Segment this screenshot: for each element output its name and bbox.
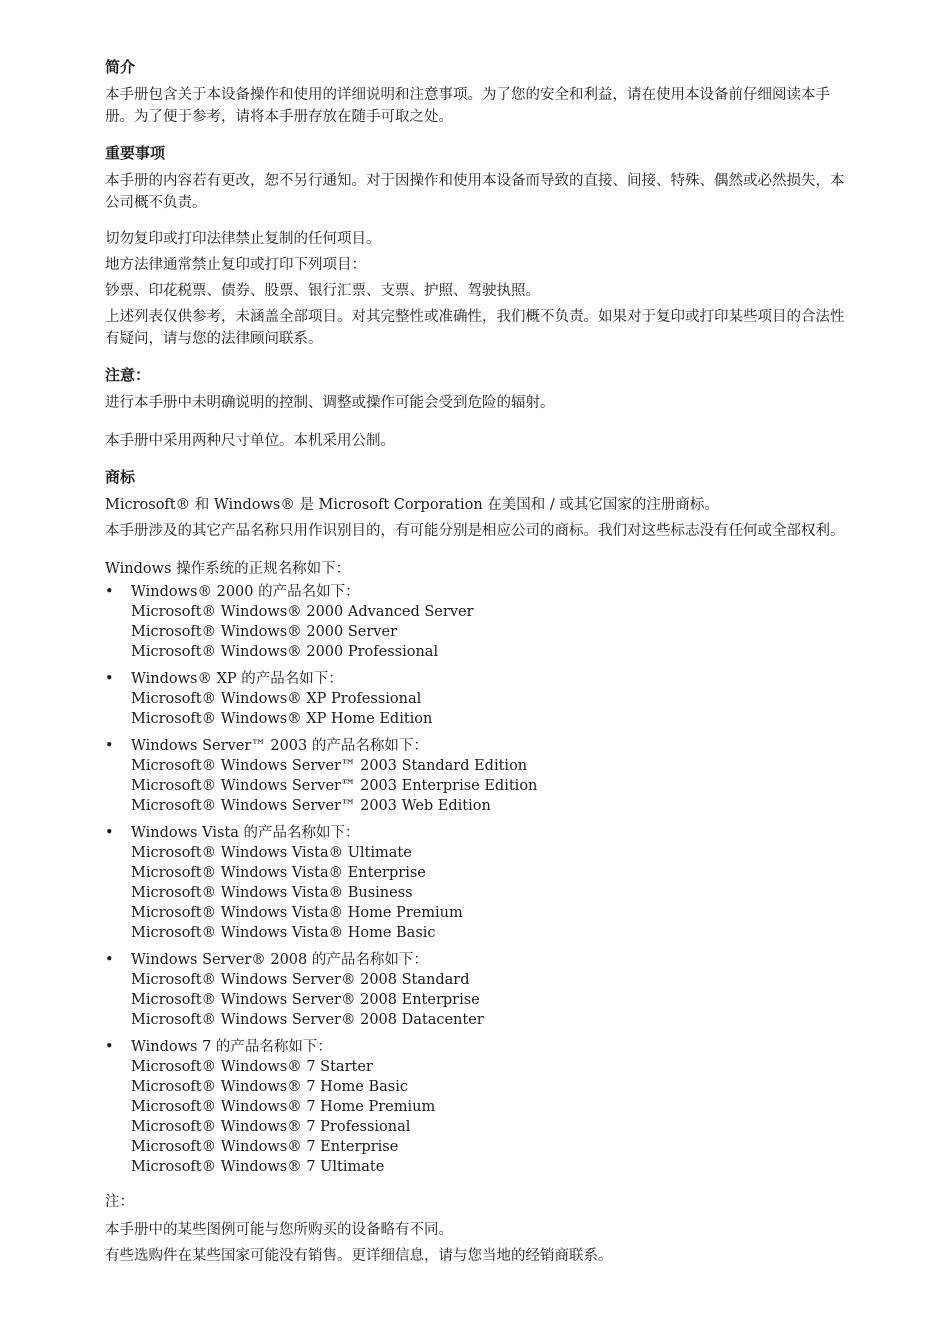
product-name: Microsoft® Windows Vista® Home Basic xyxy=(131,925,436,941)
product-name: Microsoft® Windows® 7 Home Premium xyxy=(131,1099,436,1115)
trademarks-p2: 本手册涉及的其它产品名称只用作识别目的，有可能分别是相应公司的商标。我们对这些标志没有任何或全部权利。 xyxy=(105,523,845,539)
product-name: Microsoft® Windows® 7 Starter xyxy=(131,1059,373,1075)
important-p4: 钞票、印花税票、债券、股票、银行汇票、支票、护照、驾驶执照。 xyxy=(105,283,540,299)
product-name: Microsoft® Windows Server™ 2003 Enterprise Edition xyxy=(131,778,538,794)
notes-p1: 本手册中的某些图例可能与您所购买的设备略有不同。 xyxy=(105,1222,453,1238)
important-p3: 地方法律通常禁止复印或打印下列项目： xyxy=(105,257,366,273)
caution-section xyxy=(105,364,850,452)
list-item xyxy=(105,823,850,943)
notes-p2: 有些选购件在某些国家可能没有销售。更详细信息，请与您当地的经销商联系。 xyxy=(105,1248,613,1264)
caution-heading: 注意： xyxy=(105,366,151,384)
product-name: Microsoft® Windows Vista® Business xyxy=(131,885,413,901)
product-name: Microsoft® Windows Server™ 2003 Standard Edition xyxy=(131,758,528,774)
caution-p2: 本手册中采用两种尺寸单位。本机采用公制。 xyxy=(105,433,395,449)
product-name: Microsoft® Windows® 2000 Advanced Server xyxy=(131,604,474,620)
product-name: Microsoft® Windows Vista® Enterprise xyxy=(131,865,426,881)
product-name: Microsoft® Windows® 7 Enterprise xyxy=(131,1139,399,1155)
product-name: Microsoft® Windows® 2000 Professional xyxy=(131,644,439,660)
list-item xyxy=(105,736,850,816)
product-group-title: • Windows Server™ 2003 的产品名称如下： xyxy=(131,738,428,754)
list-item xyxy=(105,669,850,729)
intro-section xyxy=(105,56,850,128)
product-name: Microsoft® Windows Server™ 2003 Web Edition xyxy=(131,798,491,814)
important-p2: 切勿复印或打印法律禁止复制的任何项目。 xyxy=(105,231,381,247)
list-item xyxy=(105,1037,850,1177)
notes-heading: 注： xyxy=(105,1194,134,1210)
product-group-title: • Windows 7 的产品名称如下： xyxy=(131,1039,332,1055)
list-item xyxy=(105,950,850,1030)
product-group-title: • Windows Server® 2008 的产品名称如下： xyxy=(131,952,428,968)
product-name: Microsoft® Windows Vista® Home Premium xyxy=(131,905,463,921)
product-name: Microsoft® Windows Server® 2008 Standard xyxy=(131,972,470,988)
caution-p1: 进行本手册中未明确说明的控制、调整或操作可能会受到危险的辐射。 xyxy=(105,395,555,411)
windows-product-list xyxy=(105,582,850,1177)
manual-page xyxy=(105,56,850,1281)
product-group-title: • Windows® 2000 的产品名如下： xyxy=(131,584,360,600)
product-name: Microsoft® Windows® XP Home Edition xyxy=(131,711,433,727)
trademarks-heading: 商标 xyxy=(105,468,136,486)
intro-text: 本手册包含关于本设备操作和使用的详细说明和注意事项。为了您的安全和利益，请在使用本设备前仔细阅读本手册。为了便于参考，请将本手册存放在随手可取之处。 xyxy=(105,87,830,125)
product-name: Microsoft® Windows® 7 Professional xyxy=(131,1119,411,1135)
trademarks-p1: Microsoft® 和 Windows® 是 Microsoft Corporation 在美国和 / 或其它国家的注册商标。 xyxy=(105,497,719,513)
trademarks-p3: Windows 操作系统的正规名称如下： xyxy=(105,561,351,577)
product-name: Microsoft® Windows Server® 2008 Enterprise xyxy=(131,992,480,1008)
product-group-title: • Windows Vista 的产品名称如下： xyxy=(131,825,360,841)
trademarks-section xyxy=(105,466,850,1177)
important-heading: 重要事项 xyxy=(105,144,166,162)
intro-heading: 简介 xyxy=(105,58,136,76)
important-p1: 本手册的内容若有更改，恕不另行通知。对于因操作和使用本设备而导致的直接、间接、特殊、偶然或必然损失，本公司概不负责。 xyxy=(105,173,845,211)
product-name: Microsoft® Windows Server® 2008 Datacenter xyxy=(131,1012,484,1028)
product-name: Microsoft® Windows® XP Professional xyxy=(131,691,422,707)
list-item xyxy=(105,582,850,662)
product-name: Microsoft® Windows Vista® Ultimate xyxy=(131,845,412,861)
notes-section xyxy=(105,1191,850,1267)
product-group-title: • Windows® XP 的产品名如下： xyxy=(131,671,343,687)
product-name: Microsoft® Windows® 7 Home Basic xyxy=(131,1079,408,1095)
product-name: Microsoft® Windows® 7 Ultimate xyxy=(131,1159,385,1175)
important-p5: 上述列表仅供参考，未涵盖全部项目。对其完整性或准确性，我们概不负责。如果对于复印或打印某些项目的合法性有疑问，请与您的法律顾问联系。 xyxy=(105,309,845,347)
important-section xyxy=(105,142,850,350)
product-name: Microsoft® Windows® 2000 Server xyxy=(131,624,397,640)
